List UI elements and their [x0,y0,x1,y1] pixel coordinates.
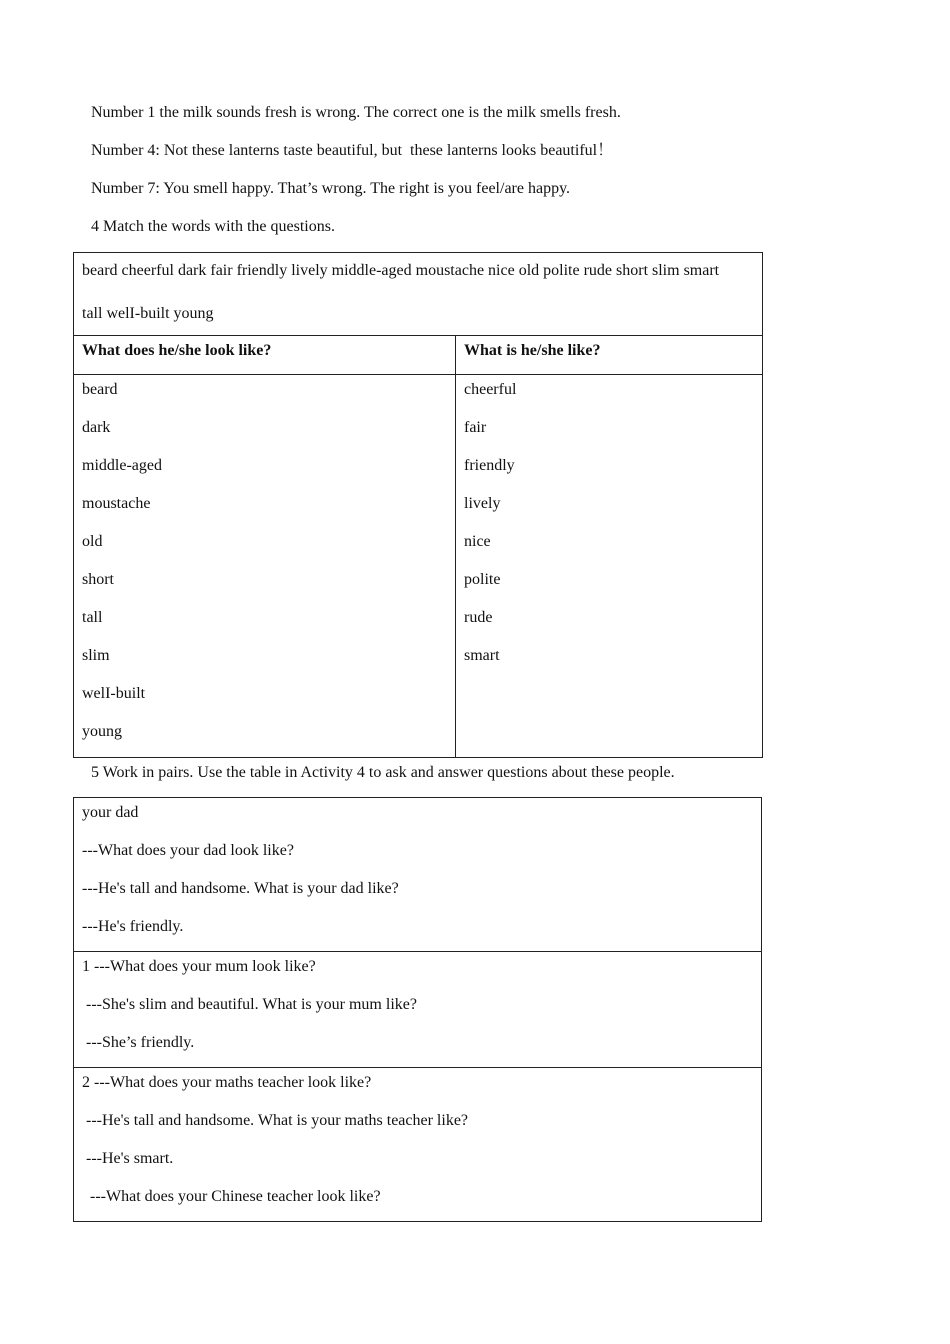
header-like [456,336,763,375]
like-word: friendly [464,457,515,474]
intro-line-2: Number 4: Not these lanterns taste beautiful, but these lanterns looks beautiful！ [91,142,614,159]
dialogue-line: ---What does your dad look like? [82,842,294,859]
like-word: cheerful [464,381,517,398]
dialogue-line: ---He's tall and handsome. What is your dad like? [82,880,399,897]
item2-row [74,1068,762,1222]
word-bank-line-2: tall welI-built young [82,305,214,322]
like-word: fair [464,419,487,436]
words-row [74,375,763,758]
header-look-like-text: What does he/she look like? [82,342,272,359]
look-like-word: welI-built [82,685,146,702]
like-word: smart [464,647,500,664]
word-bank-cell [74,253,763,336]
header-row [74,336,763,375]
dialogue-line: ---He's smart. [82,1150,174,1167]
example-row [74,798,762,952]
look-like-word: tall [82,609,103,626]
look-like-word: young [82,723,122,740]
dialogue-line: ---He's tall and handsome. What is your maths teacher like? [82,1112,469,1129]
item1-cell [74,952,762,1068]
look-like-word: old [82,533,103,550]
like-word: rude [464,609,493,626]
look-like-word: slim [82,647,110,664]
dialogue-line: your dad [82,804,139,821]
look-like-column [74,375,456,758]
look-like-word: short [82,571,114,588]
look-like-word: moustache [82,495,151,512]
word-bank-line-1: beard cheerful dark fair friendly lively middle-aged moustache nice old polite rude short slim smart [82,262,720,279]
look-like-word: middle-aged [82,457,162,474]
dialogue-line: ---She's slim and beautiful. What is your mum like? [82,996,417,1013]
header-look-like [74,336,456,375]
like-word: lively [464,495,501,512]
item2-cell [74,1068,762,1222]
like-word: nice [464,533,491,550]
activity5-table [73,797,762,1222]
intro-line-1: Number 1 the milk sounds fresh is wrong. The correct one is the milk smells fresh. [91,104,621,121]
look-like-word: dark [82,419,111,436]
like-column [456,375,763,758]
look-like-word: beard [82,381,118,398]
activity4-table [73,252,763,758]
word-bank-row [74,253,763,336]
example-cell [74,798,762,952]
dialogue-line: 2 ---What does your maths teacher look like? [82,1074,372,1091]
activity5-title: 5 Work in pairs. Use the table in Activity 4 to ask and answer questions about these people. [91,764,675,781]
header-like-text: What is he/she like? [464,342,601,359]
intro-line-3: Number 7: You smell happy. That’s wrong. The right is you feel/are happy. [91,180,571,197]
dialogue-line: ---She’s friendly. [82,1034,195,1051]
like-word: polite [464,571,501,588]
activity4-title: 4 Match the words with the questions. [91,218,335,235]
dialogue-line: 1 ---What does your mum look like? [82,958,316,975]
item1-row [74,952,762,1068]
dialogue-line: ---He's friendly. [82,918,184,935]
dialogue-line: ---What does your Chinese teacher look like? [82,1188,381,1205]
